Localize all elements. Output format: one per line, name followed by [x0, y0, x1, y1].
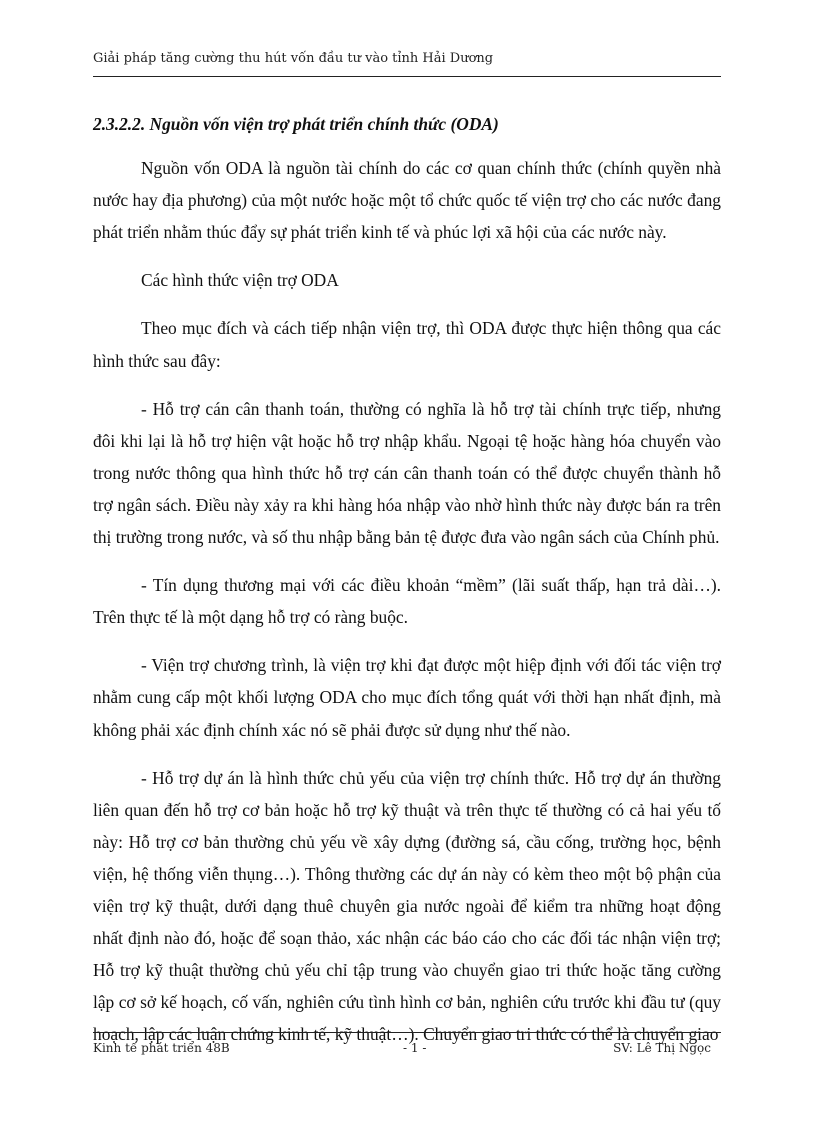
- paragraph-project-aid: - Hỗ trợ dự án là hình thức chủ yếu của viện trợ chính thức. Hỗ trợ dự án thường liên quan đến hỗ trợ cơ bản hoặc hỗ trợ kỹ thuật và trên thực tế thường có cả hai yếu tố này: Hỗ trợ cơ bản thường chủ yếu về xây dựng (đường sá, cầu cống, trường học, bệnh viện, hệ thống viễn thụng…). Thông thường các dự án này có kèm theo một bộ phận của viện trợ kỹ thuật, dưới dạng thuê chuyên gia nước ngoài để kiểm tra những hoạt động nhất định nào đó, hoặc để soạn thảo, xác nhận các báo cáo cho các đối tác nhận viện trợ; Hỗ trợ kỹ thuật thường chủ yếu chỉ tập trung vào chuyển giao tri thức hoặc tăng cường lập cơ sở kế hoạch, cố vấn, nghiên cứu tình hình cơ bản, nghiên cứu trước khi đầu tư (quy hoạch, lập các luận chứng kinh tế, kỹ thuật…). Chuyển giao tri thức có thể là chuyển giao: [93, 767, 721, 1045]
- paragraph-oda-forms-title: Các hình thức viện trợ ODA: [141, 270, 339, 291]
- header-title: Giải pháp tăng cường thu hút vốn đầu tư vào tỉnh Hải Dương: [93, 51, 494, 66]
- page-footer: [93, 1041, 721, 1059]
- footer-page-number: - 1 -: [403, 1041, 427, 1055]
- paragraph-balance-of-payments: - Hỗ trợ cán cân thanh toán, thường có nghĩa là hỗ trợ tài chính trực tiếp, nhưng đôi khi lại là hỗ trợ hiện vật hoặc hỗ trợ nhập khẩu. Ngoại tệ hoặc hàng hóa chuyển vào trong nước thông qua hình thức hỗ trợ cán cân thanh toán có thể được chuyển thành hỗ trợ ngân sách. Điều này xảy ra khi hàng hóa nhập vào nhờ hình thức này được bán ra trên thị trường trong nước, và số thu nhập bằng bản tệ được đưa vào ngân sách của Chính phủ.: [93, 398, 721, 548]
- footer-course: Kinh tế phát triển 48B: [93, 1041, 230, 1055]
- paragraph-program-aid: - Viện trợ chương trình, là viện trợ khi đạt được một hiệp định với đối tác viện trợ nhằm cung cấp một khối lượng ODA cho mục đích tổng quát với thời hạn nhất định, mà không phải xác định chính xác nó sẽ phải được sử dụng như thế nào.: [93, 655, 721, 740]
- footer-divider: [93, 1032, 721, 1033]
- paragraph-oda-forms-intro: Theo mục đích và cách tiếp nhận viện trợ, thì ODA được thực hiện thông qua các hình thức sau đây:: [93, 318, 721, 371]
- paragraph-oda-definition: Nguồn vốn ODA là nguồn tài chính do các cơ quan chính thức (chính quyền nhà nước hay địa phương) của một nước hoặc một tổ chức quốc tế viện trợ cho các nước đang phát triển nhằm thúc đẩy sự phát triển kinh tế và phúc lợi xã hội của các nước này.: [93, 158, 721, 243]
- footer-student: SV: Lê Thị Ngọc: [613, 1041, 711, 1055]
- page-header: [93, 51, 721, 66]
- paragraph-soft-credit: - Tín dụng thương mại với các điều khoản “mềm” (lãi suất thấp, hạn trả dài…). Trên thực tế là một dạng hỗ trợ có ràng buộc.: [93, 575, 721, 628]
- section-heading: 2.3.2.2. Nguồn vốn viện trợ phát triển chính thức (ODA): [93, 114, 499, 134]
- header-divider: [93, 76, 721, 77]
- document-body: [93, 108, 721, 1066]
